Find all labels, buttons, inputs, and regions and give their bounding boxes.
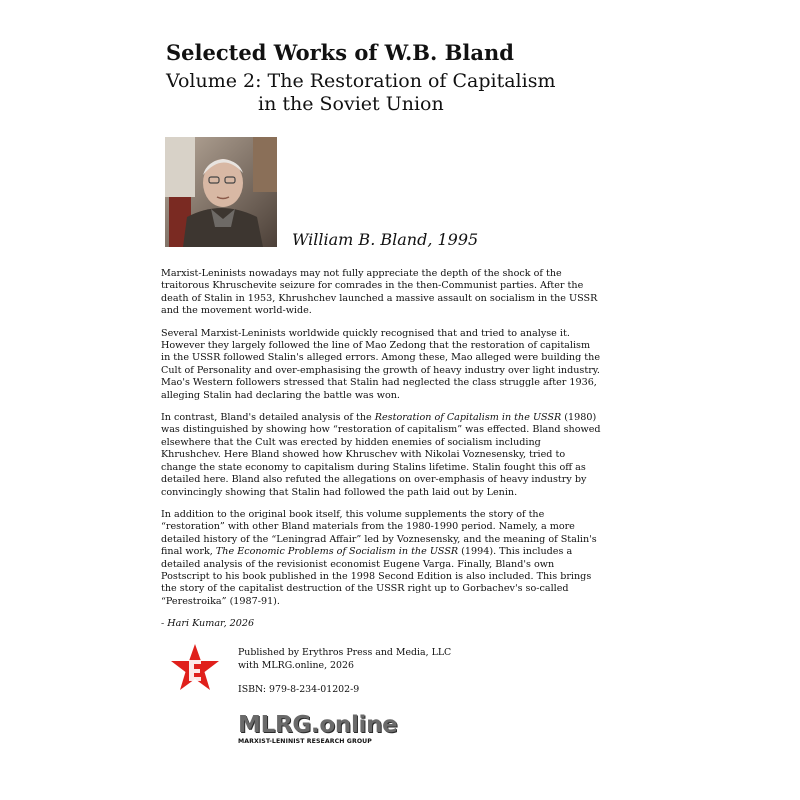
publisher-line: Published by Erythros Press and Media, LLC: [238, 647, 452, 658]
publisher-info: [238, 646, 451, 672]
logo-tagline: MARXIST-LENINIST RESEARCH GROUP: [238, 738, 372, 745]
book-title-italic: Restoration of Capitalism in the USSR: [374, 412, 562, 424]
logo-wordmark: MLRG.online: [238, 712, 398, 738]
author-portrait-image: [165, 137, 277, 247]
author-photo: [165, 137, 277, 247]
mlrg-logo: [238, 712, 398, 745]
photo-caption: William B. Bland, 1995: [292, 230, 479, 249]
paragraph-text: In addition to the original book itself, this volume supplements the story of the “restoration” with other Bland materials from the 1980-1990 period. Namely, a more detailed history of the “Leningrad Affair” led by Voznesensky, and the meaning of Stalin's final work,: [161, 508, 597, 558]
signature: - Hari Kumar, 2026: [161, 618, 255, 630]
intro-text: [161, 268, 601, 641]
book-title: Selected Works of W.B. Bland: [166, 40, 514, 65]
paragraph: Several Marxist-Leninists worldwide quickly recognised that and tried to analyse it. However they largely followed the line of Mao Zedong that the restoration of capitalism in the USSR followed Stalin's alleged errors. Among these, Mao alleged were building the Cult of Personality and over-emphasising the growth of heavy industry over light industry. Mao's Western followers stressed that Stalin had neglected the class struggle after 1936, alleging Stalin had declaring the battle was won.: [161, 327, 601, 401]
paragraph: [161, 412, 601, 499]
paragraph-text: (1980) was distinguished by showing how “restoration of capitalism” was effected. Bland showed elsewhere that the Cult was erected by hidden enemies of socialism including Khrushchev. Here Bland showed how Khruschev with Nikolai Voznesensky, tried to change the state economy to capitalism during Stalins lifetime. Stalin fought this off as detailed here. Bland also refuted the allegations on over-emphasis of heavy industry by convincingly showing that Stalin had followed the path laid out by Lenin.: [161, 412, 601, 498]
isbn: ISBN: 979-8-234-01202-9: [238, 684, 360, 695]
paragraph-text: (1994). This includes a detailed analysis of the revisionist economist Eugene Varga. Finally, Bland's own Postscript to his book published in the 1998 Second Edition is also included. This brings the story of the capitalist destruction of the USSR right up to Gorbachev's so-called “Perestroika” (1987-91).: [161, 546, 592, 607]
paragraph: Marxist-Leninists nowadays may not fully appreciate the depth of the shock of the traitorous Khruschevite seizure for comrades in the then-Communist parties. After the death of Stalin in 1953, Khrushchev launched a massive assault on socialism in the USSR and the movement world-wide.: [161, 268, 598, 317]
paragraph: [161, 509, 601, 608]
work-title-italic: The Economic Problems of Socialism in the USSR: [215, 546, 459, 558]
red-star-logo-icon: [170, 643, 220, 691]
paragraph-text: In contrast, Bland's detailed analysis of the: [161, 412, 375, 424]
volume-subtitle-line1: Volume 2: The Restoration of Capitalism: [166, 70, 556, 92]
publisher-line: with MLRG.online, 2026: [238, 660, 354, 671]
volume-subtitle-line2: in the Soviet Union: [258, 93, 444, 115]
